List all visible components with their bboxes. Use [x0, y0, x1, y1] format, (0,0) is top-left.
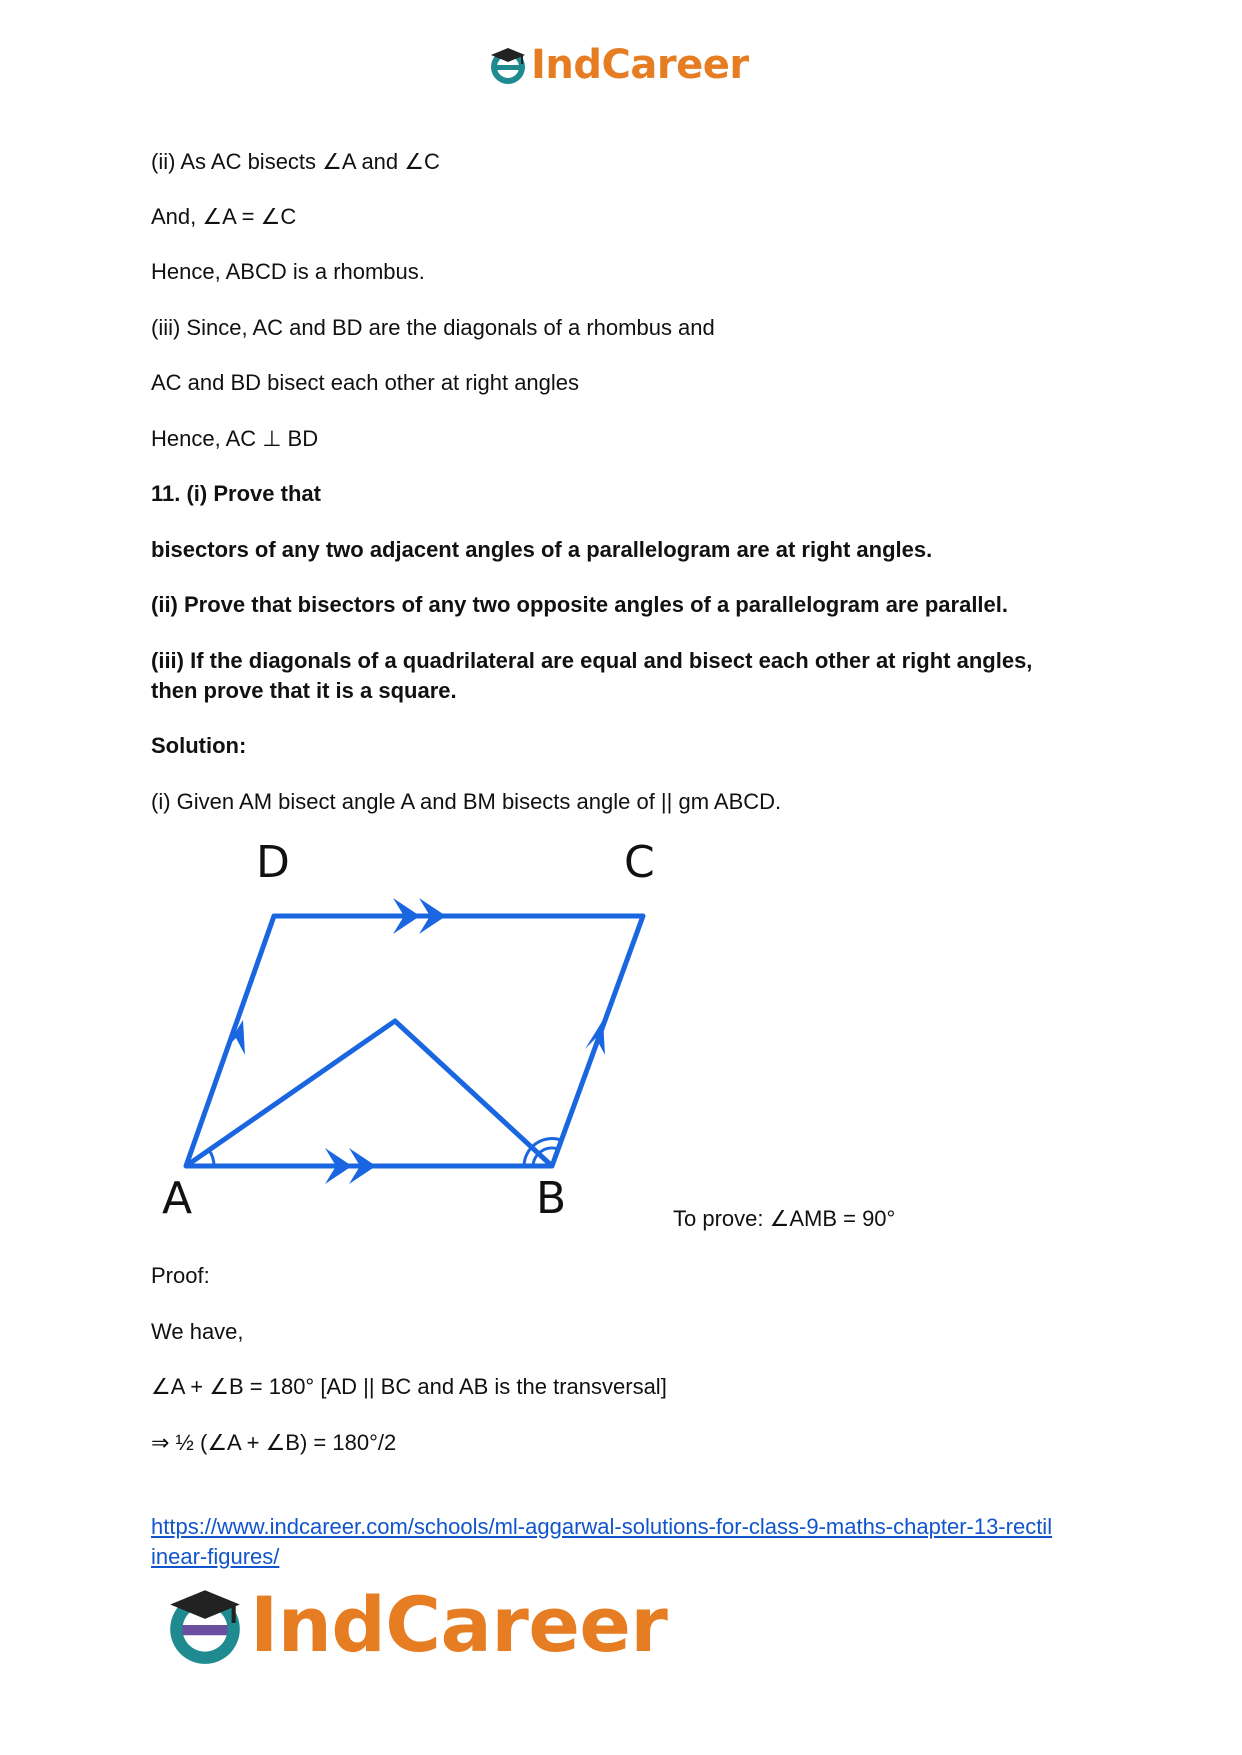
vertex-label-d: D	[256, 840, 290, 888]
text-line: Hence, ABCD is a rhombus.	[151, 259, 425, 284]
text-line: (i) Given AM bisect angle A and BM bisects angle of || gm ABCD.	[151, 789, 782, 814]
question-number: 11. (i) Prove that	[151, 481, 321, 506]
question-text: (ii) Prove that bisectors of any two opposite angles of a parallelogram are parallel.	[151, 592, 1009, 617]
source-link[interactable]: https://www.indcareer.com/schools/ml-aggarwal-solutions-for-class-9-maths-chapter-13-rectil	[151, 1514, 1053, 1539]
graduation-cap-globe-icon	[487, 44, 529, 86]
text-line: Proof:	[151, 1263, 210, 1288]
header-logo[interactable]	[487, 42, 749, 88]
equation-line: ⇒ ½ (∠A + ∠B) = 180°/2	[151, 1430, 397, 1455]
vertex-label-c: C	[624, 840, 655, 888]
text-line: Hence, AC ⊥ BD	[151, 426, 319, 451]
parallelogram-figure	[150, 840, 690, 1245]
question-text: bisectors of any two adjacent angles of a parallelogram are at right angles.	[151, 537, 933, 562]
text-line: We have,	[151, 1319, 244, 1344]
graduation-cap-globe-icon	[162, 1582, 248, 1668]
text-line: And, ∠A = ∠C	[151, 204, 297, 229]
question-text: (iii) If the diagonals of a quadrilateral are equal and bisect each other at right angles,	[151, 648, 1033, 673]
to-prove-text: To prove: ∠AMB = 90°	[673, 1206, 896, 1231]
equation-line: ∠A + ∠B = 180° [AD || BC and AB is the transversal]	[151, 1374, 667, 1399]
question-text: then prove that it is a square.	[151, 678, 457, 703]
footer-logo[interactable]	[162, 1580, 667, 1669]
source-link-continued[interactable]: inear-figures/	[151, 1544, 280, 1569]
text-line: (ii) As AC bisects ∠A and ∠C	[151, 149, 440, 174]
brand-name: IndCareer	[250, 1580, 668, 1669]
text-line: AC and BD bisect each other at right angles	[151, 370, 580, 395]
vertex-label-a: A	[162, 1173, 193, 1224]
text-line: (iii) Since, AC and BD are the diagonals of a rhombus and	[151, 315, 715, 340]
brand-name: IndCareer	[531, 42, 749, 88]
solution-heading: Solution:	[151, 733, 247, 758]
vertex-label-b: B	[536, 1173, 567, 1224]
